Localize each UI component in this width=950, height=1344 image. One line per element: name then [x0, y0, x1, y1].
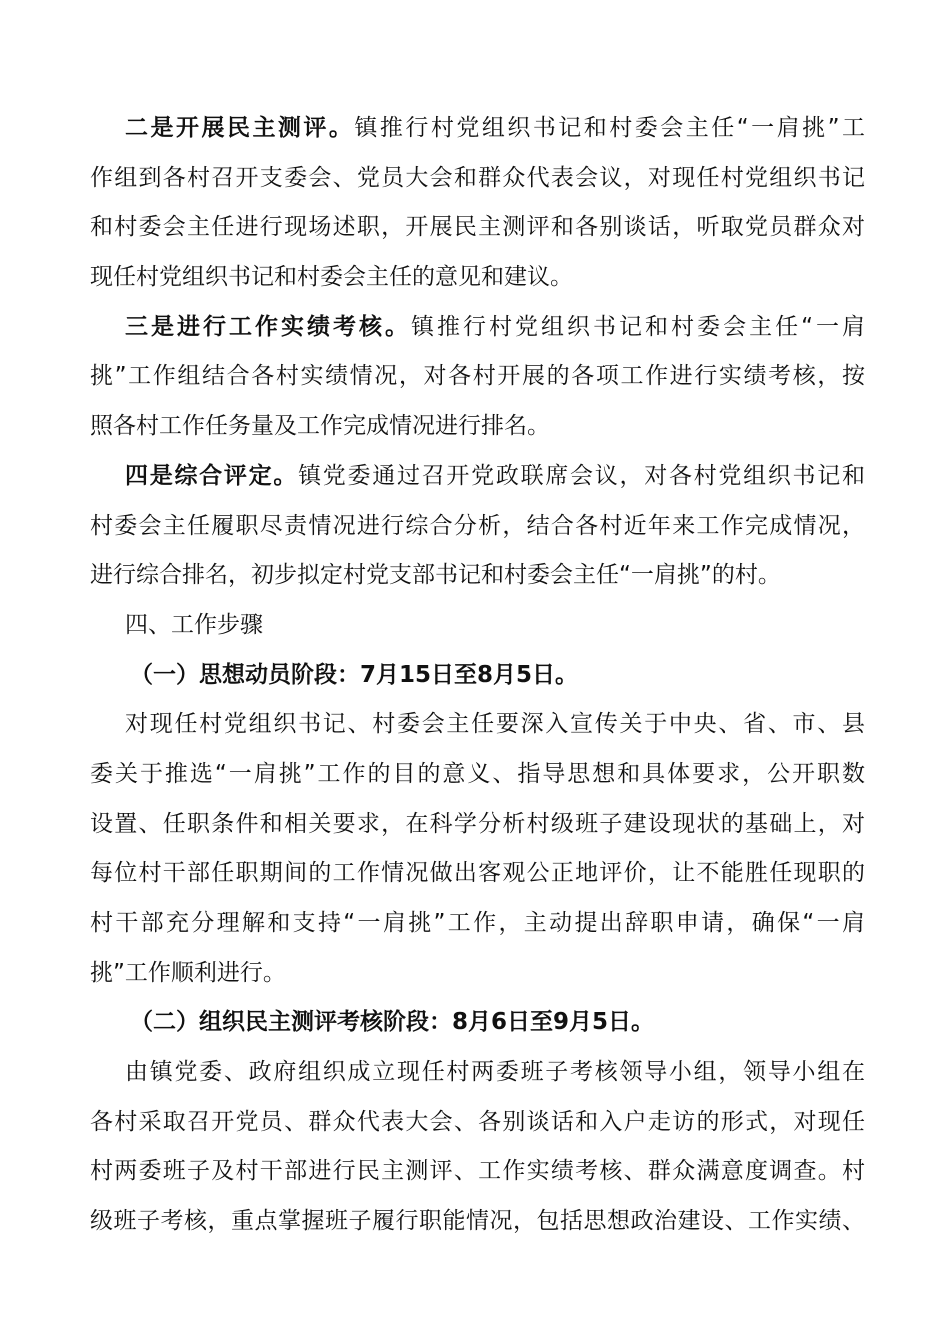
paragraph-line: 对现任村党组织书记、村委会主任要深入宣传关于中央、省、市、县 [125, 711, 865, 738]
paragraph-text: 镇推行村党组织书记和村委会主任“一肩 [411, 313, 865, 340]
paragraph-line: 每位村干部任职期间的工作情况做出客观公正地评价，让不能胜任现职的 [90, 860, 865, 887]
paragraph-line: 进行综合排名，初步拟定村党支部书记和村委会主任“一肩挑”的村。 [90, 562, 781, 589]
paragraph-line: 和村委会主任进行现场述职，开展民主测评和各别谈话，听取党员群众对 [90, 214, 865, 241]
paragraph-text: 镇推行村党组织书记和村委会主任“一肩挑”工 [354, 115, 866, 141]
paragraph-line: 照各村工作任务量及工作完成情况进行排名。 [90, 413, 550, 440]
paragraph-line: 村委会主任履职尽责情况进行综合分析，结合各村近年来工作完成情况， [90, 512, 865, 539]
paragraph-lead: 二是开展民主测评。 [125, 115, 355, 141]
paragraph-lead: 三是进行工作实绩考核。 [125, 313, 412, 340]
paragraph-line: 作组到各村召开支委会、党员大会和群众代表会议，对现任村党组织书记 [90, 164, 865, 191]
paragraph-line: 村两委班子及村干部进行民主测评、工作实绩考核、群众满意度调查。村 [90, 1158, 865, 1185]
paragraph-line: 现任村党组织书记和村委会主任的意见和建议。 [90, 264, 573, 291]
document-page [90, 104, 865, 1247]
paragraph-line: 挑”工作顺利进行。 [90, 959, 286, 986]
paragraph-line: 村干部充分理解和支持“一肩挑”工作，主动提出辞职申请，确保“一肩 [90, 910, 865, 936]
section-heading: 四、工作步骤 [125, 611, 263, 638]
paragraph-line [90, 303, 865, 353]
stage-heading: （二）组织民主测评考核阶段：8月6日至9月5日。 [130, 1009, 655, 1036]
paragraph-lead: 四是综合评定。 [125, 462, 299, 489]
paragraph-line: 级班子考核，重点掌握班子履行职能情况，包括思想政治建设、工作实绩、 [90, 1208, 865, 1235]
paragraph-text: 镇党委通过召开党政联席会议，对各村党组织书记和 [298, 462, 866, 489]
paragraph-line: 委关于推选“一肩挑”工作的目的意义、指导思想和具体要求，公开职数 [90, 760, 865, 787]
paragraph-line [90, 452, 865, 502]
paragraph-line: 挑”工作组结合各村实绩情况，对各村开展的各项工作进行实绩考核，按 [90, 363, 865, 390]
paragraph-line: 设置、任职条件和相关要求，在科学分析村级班子建设现状的基础上，对 [90, 810, 865, 837]
stage-heading: （一）思想动员阶段：7月15日至8月5日。 [130, 661, 579, 688]
paragraph-line [90, 104, 865, 154]
paragraph-line: 各村采取召开党员、群众代表大会、各别谈话和入户走访的形式，对现任 [90, 1108, 865, 1135]
paragraph-line: 由镇党委、政府组织成立现任村两委班子考核领导小组，领导小组在 [125, 1059, 865, 1086]
